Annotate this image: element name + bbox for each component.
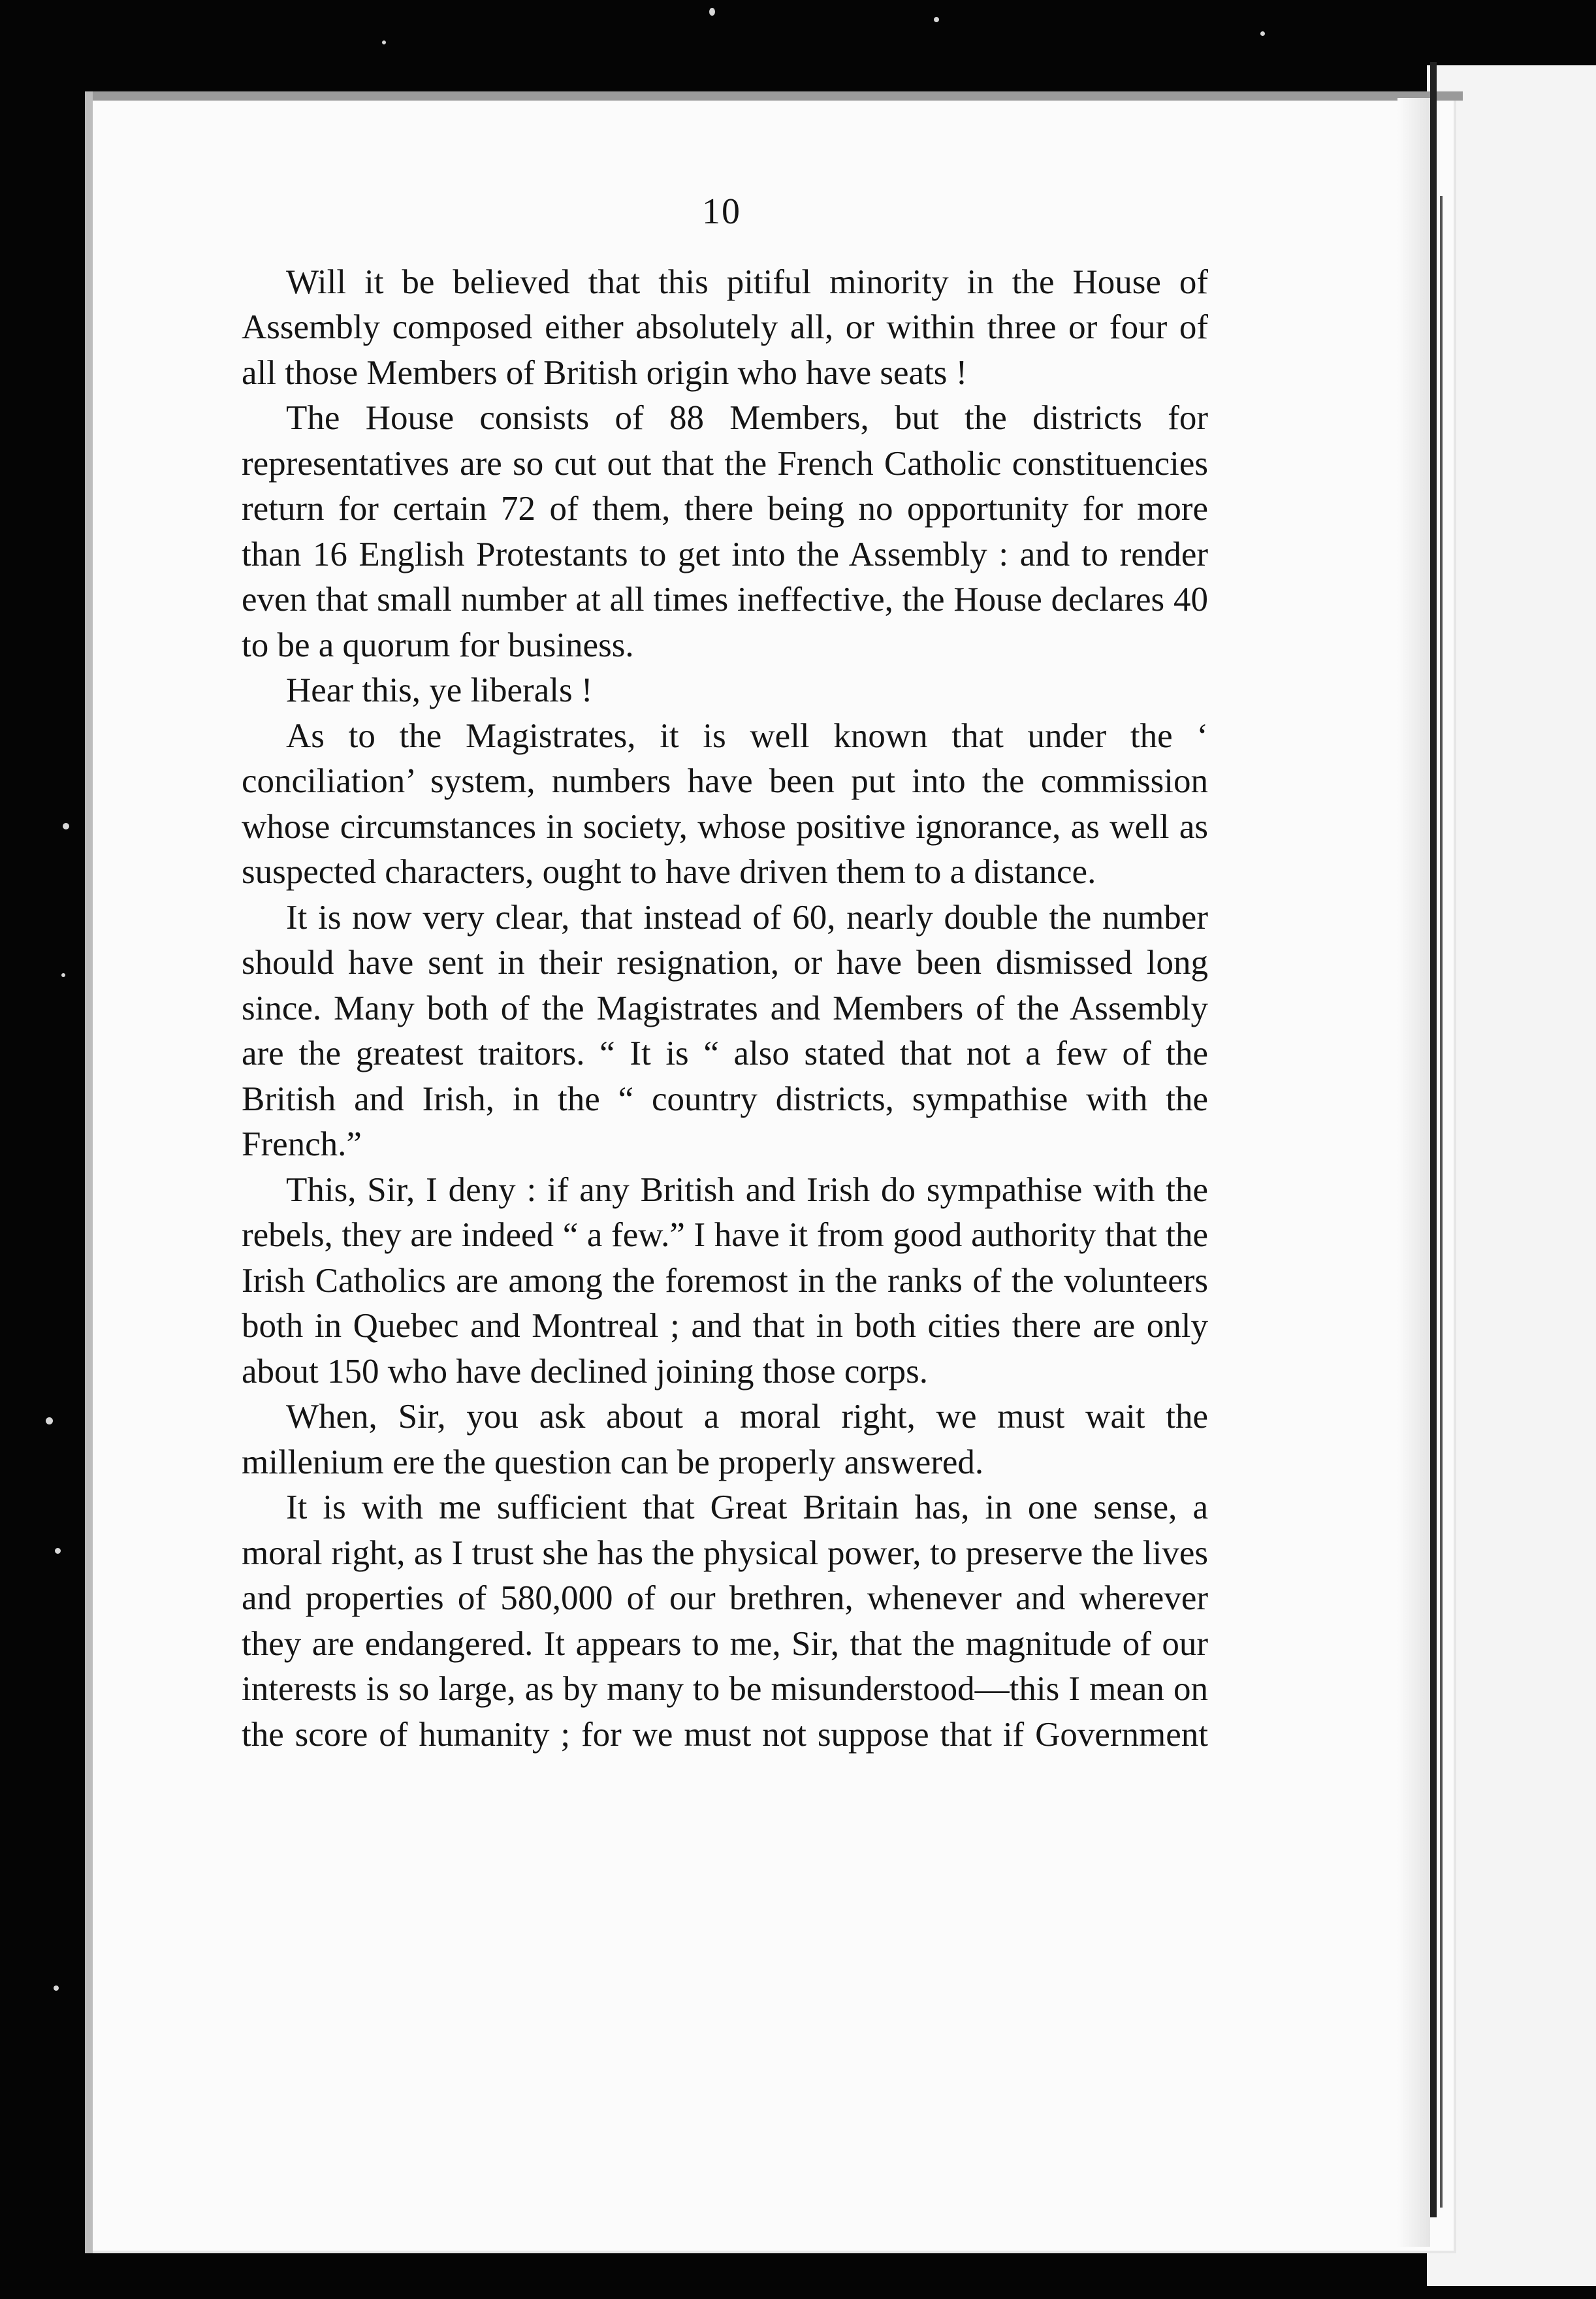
scan-speck: [1260, 31, 1265, 36]
paragraph: The House consists of 88 Members, but the districts for representatives are so cut out that the French Catholic constituencies return for certain 72 of them, there being no opportunity for more than 16 English Protestants to get into the Assembly : and to render even that small number at all times ineffective, the House declares 40 to be a quorum for business.: [242, 399, 1208, 664]
scan-speck: [61, 973, 65, 977]
paragraph: Hear this, ye liberals !: [286, 671, 593, 709]
page-text: [242, 189, 1208, 1758]
scan-speck: [46, 1417, 53, 1424]
scan-speck: [709, 8, 715, 16]
gutter-line: [1430, 62, 1437, 2217]
paragraph: As to the Magistrates, it is well known that under the ‘ conciliation’ system, numbers have been put into the commission whose circumstances in society, whose positive ignorance, as well as suspected characters, ought to have driven them to a distance.: [242, 716, 1208, 891]
page-left-edge: [85, 91, 93, 2253]
page-number: 10: [702, 191, 741, 232]
scan-speck: [934, 17, 939, 22]
paragraph: This, Sir, I deny : if any British and Irish do sympathise with the rebels, they are indeed “ a few.” I have it from good authority that the Irish Catholics are among the foremost in the ranks of the volunteers both in Quebec and Montreal ; and that in both cities there are only about 150 who have declined joining those corps.: [242, 1170, 1208, 1391]
paragraph: It is now very clear, that instead of 60, nearly double the number should have sent in their resignation, or have been dismissed long since. Many both of the Magistrates and Members of the Assembly are the greatest traitors. “ It is “ also stated that not a few of the British and Irish, in the “ country districts, sympathise with the French.”: [242, 898, 1208, 1163]
paragraph: Will it be believed that this pitiful minority in the House of Assembly composed either absolutely all, or within three or four of all those Members of British origin who have seats !: [242, 263, 1208, 392]
scan-speck: [63, 823, 69, 829]
gutter-line: [1440, 196, 1443, 2208]
gutter-shadow: [1397, 98, 1430, 2247]
scan-speck: [54, 1985, 59, 1991]
scan-speck: [382, 40, 386, 44]
paragraph: It is with me sufficient that Great Britain has, in one sense, a moral right, as I trust she has the physical power, to preserve the lives and properties of 580,000 of our brethren, whenever and wherever they are endangered. It appears to me, Sir, that the magnitude of our interests is so large, as by many to be misunderstood—this I mean on the score of humanity ; for we must not suppose that if Government: [242, 1488, 1208, 1754]
paragraph: When, Sir, you ask about a moral right, we must wait the millenium ere the question can be properly answered.: [242, 1398, 1208, 1481]
scan-speck: [55, 1548, 61, 1554]
page-top-edge: [85, 91, 1463, 101]
